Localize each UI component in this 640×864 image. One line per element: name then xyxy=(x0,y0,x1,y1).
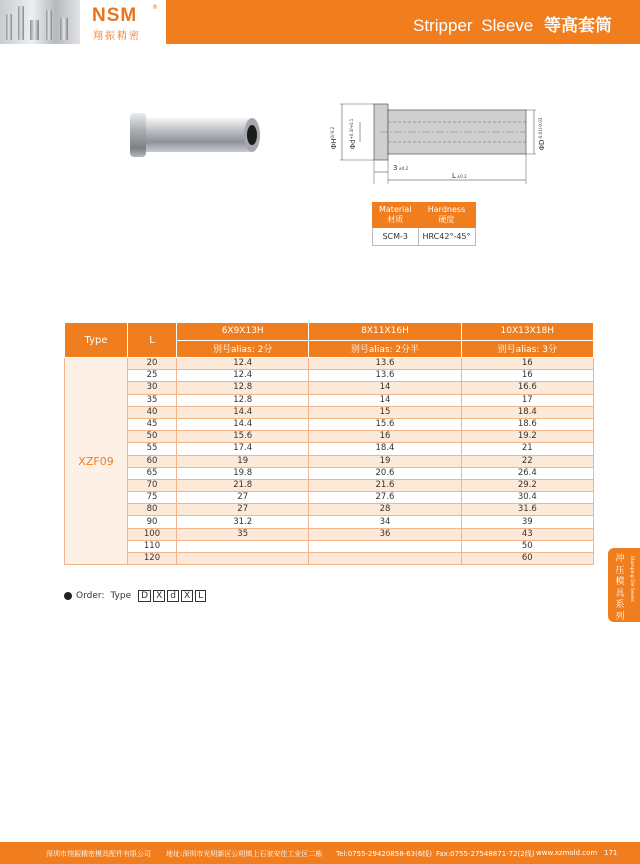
length-cell: 100 xyxy=(128,528,177,540)
brand-logo xyxy=(80,0,166,44)
length-cell: 30 xyxy=(128,382,177,394)
table-row xyxy=(65,418,594,430)
table-row xyxy=(65,467,594,479)
length-cell: 45 xyxy=(128,418,177,430)
order-code-box: L xyxy=(195,590,206,602)
length-cell: 20 xyxy=(128,358,177,370)
value-cell: 27.6 xyxy=(309,492,461,504)
footer-address: 地址:深圳市光明新区公明镇上石家安佳工业区二栋 xyxy=(166,850,323,858)
logo-text: NSM xyxy=(92,5,138,26)
value-cell xyxy=(309,540,461,552)
logo-chinese-name: 翔振精密 xyxy=(93,31,141,42)
value-cell: 31.2 xyxy=(177,516,309,528)
table-row xyxy=(65,528,594,540)
value-cell: 21.8 xyxy=(177,479,309,491)
spec-table-body xyxy=(65,358,594,565)
material-value: SCM-3 xyxy=(373,228,419,246)
value-cell xyxy=(177,540,309,552)
page-footer xyxy=(0,842,640,864)
footer-tel: Tel:0755-29420858-63(6线) xyxy=(336,850,433,858)
order-code-box: d xyxy=(167,590,179,602)
l-header: L xyxy=(128,323,177,358)
table-row xyxy=(65,479,594,491)
sleeve-body xyxy=(140,118,252,152)
value-cell: 19 xyxy=(309,455,461,467)
value-cell: 18.4 xyxy=(461,406,593,418)
length-cell: 25 xyxy=(128,370,177,382)
pin-image xyxy=(30,20,39,40)
table-row xyxy=(65,394,594,406)
pin-image xyxy=(46,10,52,40)
value-cell: 39 xyxy=(461,516,593,528)
value-cell: 19 xyxy=(177,455,309,467)
value-cell: 15 xyxy=(309,406,461,418)
length-cell: 80 xyxy=(128,504,177,516)
value-cell: 29.2 xyxy=(461,479,593,491)
technical-drawing xyxy=(320,100,560,190)
alias-header: 别号alias: 2分 xyxy=(177,340,309,358)
value-cell: 14 xyxy=(309,382,461,394)
type-header: Type xyxy=(65,323,128,358)
value-cell: 19.2 xyxy=(461,431,593,443)
dim-D-label: $\Phi D^{-0.01/-0.03}$ xyxy=(538,117,546,151)
value-cell: 13.6 xyxy=(309,358,461,370)
value-cell: 21 xyxy=(461,443,593,455)
size-header: 10X13X18H xyxy=(461,323,593,341)
alias-header: 别号alias: 3分 xyxy=(461,340,593,358)
value-cell: 21.6 xyxy=(309,479,461,491)
table-row xyxy=(65,540,594,552)
sleeve-head xyxy=(130,113,146,157)
value-cell: 14.4 xyxy=(177,406,309,418)
table-row xyxy=(65,504,594,516)
length-cell: 65 xyxy=(128,467,177,479)
value-cell: 16 xyxy=(461,358,593,370)
pin-image xyxy=(18,6,24,40)
order-code-box: X xyxy=(153,590,165,602)
title-chinese: 等高套筒 xyxy=(544,16,612,36)
value-cell: 36 xyxy=(309,528,461,540)
value-cell: 12.4 xyxy=(177,370,309,382)
product-thumbnail-strip xyxy=(0,0,80,44)
page-number: 171 xyxy=(604,849,618,857)
value-cell: 26.4 xyxy=(461,467,593,479)
size-header: 8X11X16H xyxy=(309,323,461,341)
product-photo xyxy=(128,110,268,162)
table-row xyxy=(65,443,594,455)
value-cell: 43 xyxy=(461,528,593,540)
page-title xyxy=(413,11,612,36)
dim-H-label: $\Phi H^{0/-0.2}$ xyxy=(330,126,338,150)
value-cell: 13.6 xyxy=(309,370,461,382)
value-cell: 34 xyxy=(309,516,461,528)
table-row xyxy=(65,370,594,382)
value-cell xyxy=(177,553,309,565)
footer-company: 深圳市翔振精密模具配件有限公司 xyxy=(46,850,151,858)
value-cell: 28 xyxy=(309,504,461,516)
series-name-cn: 冲压模具系列 xyxy=(615,554,625,622)
table-row xyxy=(65,516,594,528)
value-cell: 50 xyxy=(461,540,593,552)
footer-fax: Fax:0755-27548871-72(2线) xyxy=(436,850,535,858)
logo-registered-mark: ® xyxy=(152,4,158,11)
size-header: 6X9X13H xyxy=(177,323,309,341)
value-cell: 15.6 xyxy=(309,418,461,430)
table-row xyxy=(65,358,594,370)
dim-L-label: L±0.2 xyxy=(452,172,467,180)
length-cell: 110 xyxy=(128,540,177,552)
spec-table xyxy=(64,322,594,565)
table-row xyxy=(65,553,594,565)
value-cell xyxy=(309,553,461,565)
table-row xyxy=(65,492,594,504)
length-cell: 40 xyxy=(128,406,177,418)
length-cell: 60 xyxy=(128,455,177,467)
value-cell: 12.8 xyxy=(177,394,309,406)
value-cell: 16 xyxy=(309,431,461,443)
length-cell: 55 xyxy=(128,443,177,455)
title-english: Stripper Sleeve xyxy=(413,16,534,35)
dim-3-label: 3±0.2 xyxy=(393,164,409,172)
value-cell: 16 xyxy=(461,370,593,382)
table-row xyxy=(65,431,594,443)
length-cell: 70 xyxy=(128,479,177,491)
table-row xyxy=(65,455,594,467)
series-side-tab xyxy=(608,548,640,622)
order-type-label: Type xyxy=(110,591,132,601)
bullet-icon xyxy=(64,592,72,600)
value-cell: 14 xyxy=(309,394,461,406)
value-cell: 35 xyxy=(177,528,309,540)
value-cell: 30.4 xyxy=(461,492,593,504)
pin-image xyxy=(60,18,68,40)
value-cell: 16.6 xyxy=(461,382,593,394)
order-line xyxy=(64,590,207,602)
material-header: Material 材质 xyxy=(373,203,419,228)
value-cell: 12.8 xyxy=(177,382,309,394)
value-cell: 27 xyxy=(177,492,309,504)
sleeve-bore xyxy=(247,125,257,145)
length-cell: 75 xyxy=(128,492,177,504)
order-code-box: X xyxy=(181,590,193,602)
value-cell: 12.4 xyxy=(177,358,309,370)
order-label: Order: xyxy=(76,591,105,601)
order-code-box: D xyxy=(138,590,151,602)
value-cell: 18.6 xyxy=(461,418,593,430)
material-table xyxy=(372,202,476,246)
value-cell: 15.6 xyxy=(177,431,309,443)
page-header xyxy=(0,0,640,44)
value-cell: 17.4 xyxy=(177,443,309,455)
value-cell: 17 xyxy=(461,394,593,406)
header-bar xyxy=(166,0,640,44)
value-cell: 19.8 xyxy=(177,467,309,479)
value-cell: 27 xyxy=(177,504,309,516)
length-cell: 120 xyxy=(128,553,177,565)
value-cell: 60 xyxy=(461,553,593,565)
type-value: XZF09 xyxy=(65,358,128,565)
series-name-en: Stamping Die Series xyxy=(629,556,634,602)
length-cell: 50 xyxy=(128,431,177,443)
alias-header: 别号alias: 2分半 xyxy=(309,340,461,358)
length-cell: 35 xyxy=(128,394,177,406)
value-cell: 20.6 xyxy=(309,467,461,479)
value-cell: 31.6 xyxy=(461,504,593,516)
hardness-header: Hardness 硬度 xyxy=(418,203,475,228)
hardness-value: HRC42°-45° xyxy=(418,228,475,246)
dim-d-label: $\Phi d^{+0.3/+0.1}$ xyxy=(349,118,357,150)
footer-website: www.xzmold.com xyxy=(536,849,598,857)
value-cell: 18.4 xyxy=(309,443,461,455)
table-row xyxy=(65,406,594,418)
length-cell: 90 xyxy=(128,516,177,528)
pin-image xyxy=(6,14,12,40)
table-row xyxy=(65,382,594,394)
value-cell: 14.4 xyxy=(177,418,309,430)
value-cell: 22 xyxy=(461,455,593,467)
